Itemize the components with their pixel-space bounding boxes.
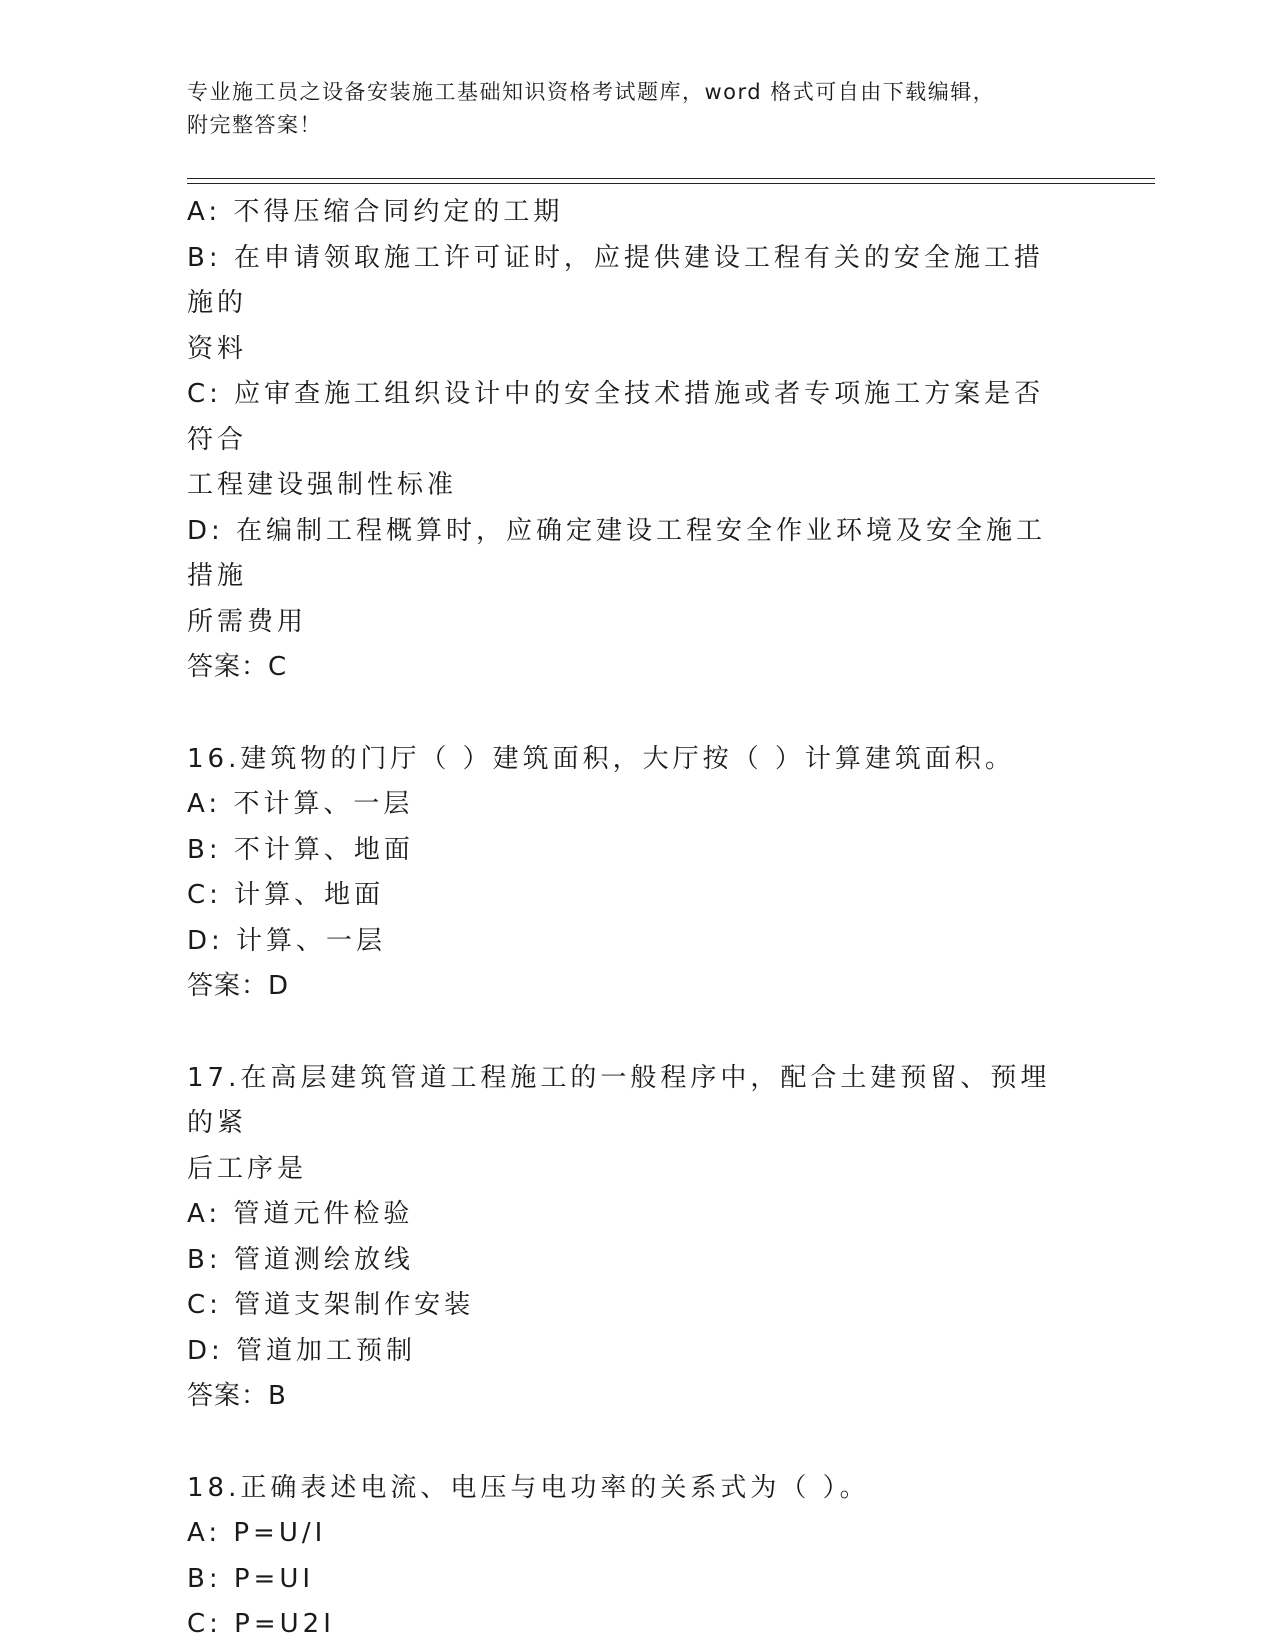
spacer [187,1420,1067,1466]
answer: 答案：D [187,971,290,1001]
option-b: B: 在申请领取施工许可证时，应提供建设工程有关的安全施工措施的 [187,242,1044,318]
question-text: 16.建筑物的门厅（ ）建筑面积，大厅按（ ）计算建筑面积。 [187,743,1015,774]
option-a: A: 管道元件检验 [187,1199,414,1229]
option-c: C: 管道支架制作安装 [187,1290,475,1320]
header-divider-bottom [187,183,1155,184]
header-divider-top [187,178,1155,179]
spacer [187,691,1067,737]
answer: 答案：C [187,652,288,682]
question-16 [187,737,1067,1010]
option-a: A: 不计算、一层 [187,789,414,819]
option-d-continued: 所需费用 [187,606,308,637]
option-c: C: 计算、地面 [187,880,385,910]
question-content [187,190,1067,1648]
option-d: D: 在编制工程概算时，应确定建设工程安全作业环境及安全施工措施 [187,515,1047,591]
question-text: 17.在高层建筑管道工程施工的一般程序中，配合土建预留、预埋的紧 [187,1062,1051,1138]
option-d: D: 计算、一层 [187,925,387,956]
option-b-continued: 资料 [187,333,248,364]
option-b: B: 不计算、地面 [187,834,414,865]
question-text: 18.正确表述电流、电压与电功率的关系式为（ ）。 [187,1472,870,1503]
spacer [187,1010,1067,1056]
question-18 [187,1466,1067,1648]
option-d: D: 管道加工预制 [187,1335,417,1366]
option-b: B: 管道测绘放线 [187,1244,414,1275]
answer: 答案：B [187,1381,287,1411]
option-a: A: 不得压缩合同约定的工期 [187,197,564,227]
option-a: A: P=U/I [187,1518,327,1548]
document-header [187,76,1067,142]
header-line-2: 附完整答案！ [187,113,322,137]
option-c-continued: 工程建设强制性标准 [187,470,458,500]
header-line-1: 专业施工员之设备安装施工基础知识资格考试题库，word 格式可自由下载编辑， [187,80,996,104]
question-text-continued: 后工序是 [187,1153,308,1184]
question-15 [187,190,1067,691]
question-17 [187,1056,1067,1420]
option-c: C: P=U2I [187,1609,335,1639]
option-c: C: 应审查施工组织设计中的安全技术措施或者专项施工方案是否符合 [187,379,1045,455]
option-b: B: P=UI [187,1563,315,1594]
